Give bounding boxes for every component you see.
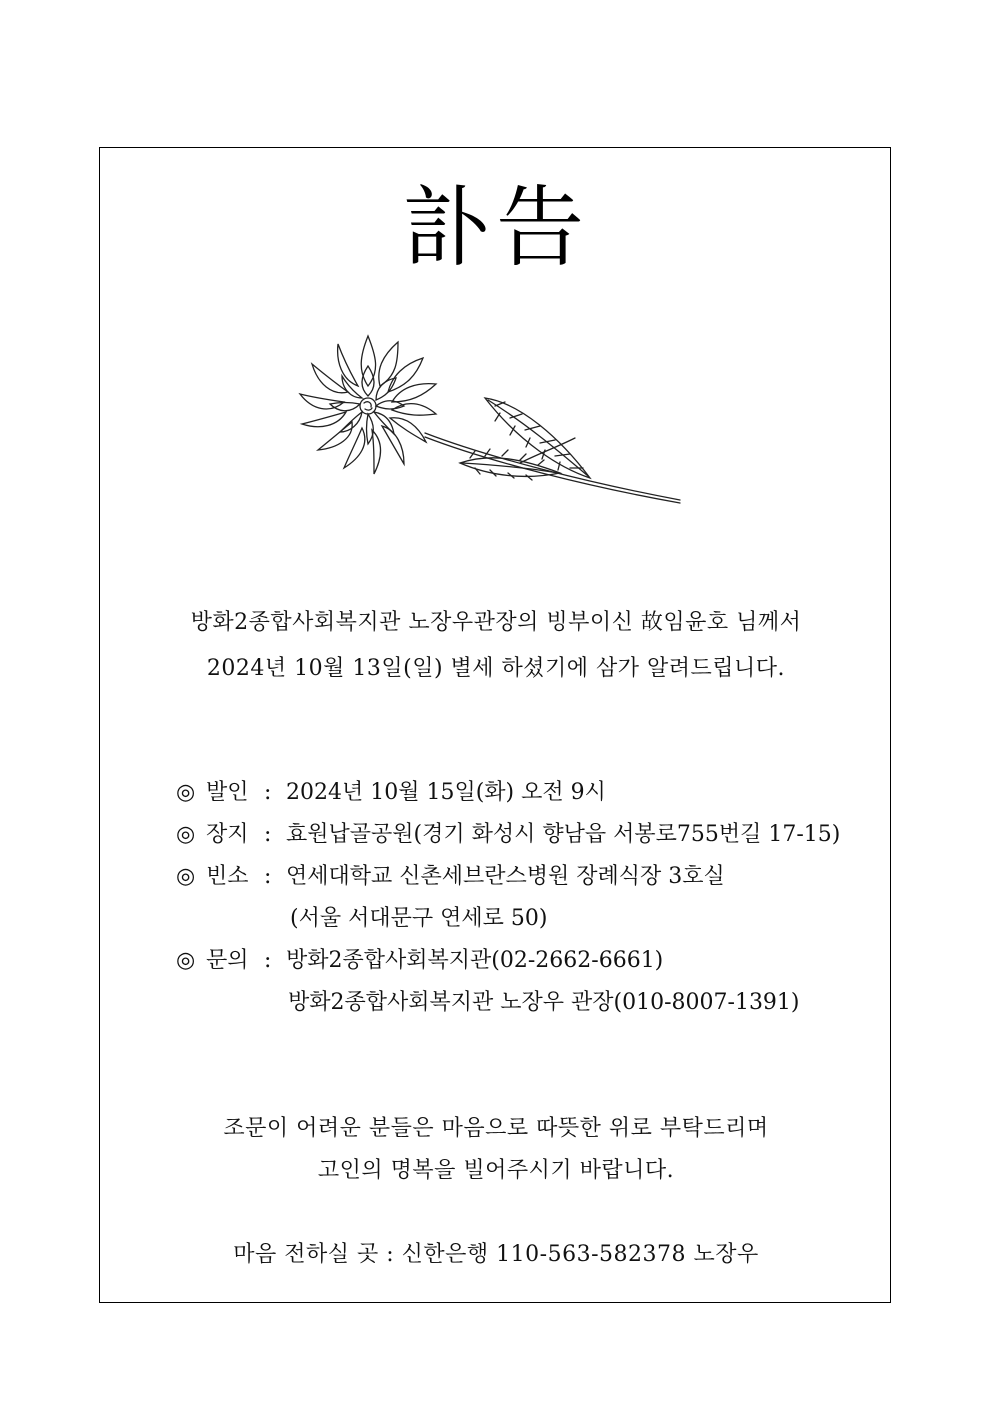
detail-value: 효원납골공원(경기 화성시 향남읍 서봉로755번길 17-15) — [286, 822, 841, 847]
closing-line-1: 조문이 어려운 분들은 마음으로 따뜻한 위로 부탁드리며 — [223, 1116, 769, 1141]
detail-separator: : — [264, 822, 272, 847]
detail-continuation-binso: (서울 서대문구 연세로 50) — [290, 906, 548, 931]
detail-value: 2024년 10월 15일(화) 오전 9시 — [286, 780, 606, 805]
detail-label: 빈소 — [206, 864, 249, 889]
detail-separator: : — [264, 948, 272, 973]
bullet-marker-icon: ◎ — [176, 948, 196, 973]
bullet-marker-icon: ◎ — [176, 864, 196, 889]
announcement-line-2: 2024년 10월 13일(일) 별세 하셨기에 삼가 알려드립니다. — [206, 656, 786, 681]
bullet-marker-icon: ◎ — [176, 780, 196, 805]
page-title: 訃告 — [401, 176, 590, 279]
detail-continuation-munui: 방화2종합사회복지관 노장우 관장(010-8007-1391) — [288, 990, 800, 1015]
detail-row-jangji — [176, 820, 840, 850]
detail-row-balin — [176, 778, 606, 808]
detail-label: 발인 — [206, 780, 249, 805]
detail-value: 방화2종합사회복지관(02-2662-6661) — [286, 948, 664, 973]
detail-row-munui — [176, 946, 663, 976]
detail-row-binso — [176, 862, 725, 892]
detail-label: 장지 — [206, 822, 249, 847]
donation-info: 마음 전하실 곳 : 신한은행 110-563-582378 노장우 — [233, 1242, 759, 1267]
bullet-marker-icon: ◎ — [176, 822, 196, 847]
announcement-line-1: 방화2종합사회복지관 노장우관장의 빙부이신 故임윤호 님께서 — [190, 610, 802, 635]
detail-separator: : — [264, 864, 272, 889]
chrysanthemum-illustration — [290, 318, 690, 518]
detail-value: 연세대학교 신촌세브란스병원 장례식장 3호실 — [286, 864, 725, 889]
detail-label: 문의 — [206, 948, 249, 973]
closing-line-2: 고인의 명복을 빌어주시기 바랍니다. — [317, 1158, 675, 1183]
detail-separator: : — [264, 780, 272, 805]
